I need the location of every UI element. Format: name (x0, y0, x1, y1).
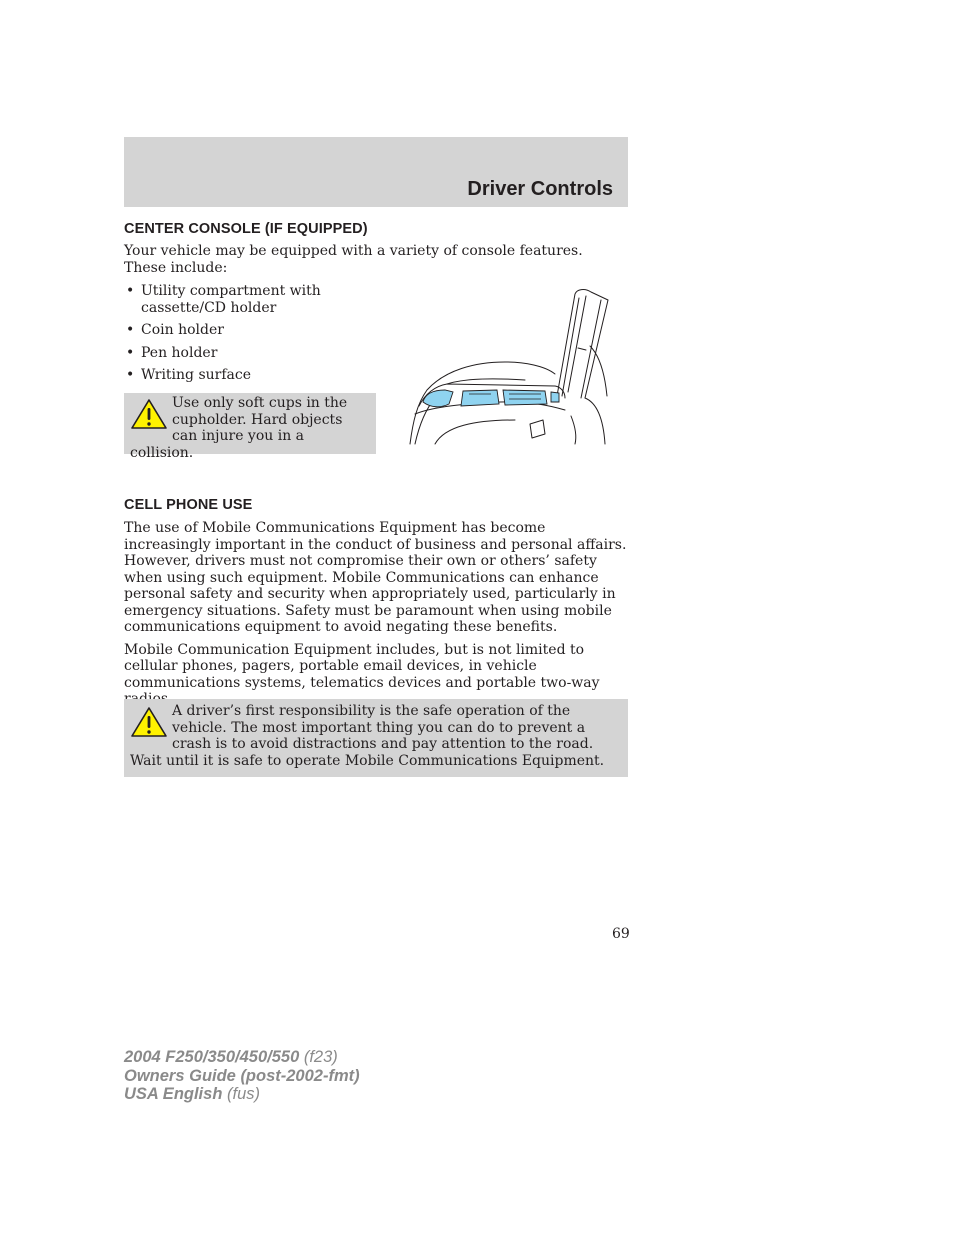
console-intro-text: Your vehicle may be equipped with a variety of console features. These include: (124, 243, 583, 276)
cell-phone-body (124, 520, 628, 708)
warning-triangle-icon (130, 398, 168, 430)
list-item (124, 322, 384, 339)
bullet-icon: • (126, 322, 135, 338)
center-console-illustration (405, 286, 610, 446)
console-intro (124, 243, 628, 276)
header-band (124, 137, 628, 207)
cell-phone-paragraph-1: The use of Mobile Communications Equipment has become increasingly important in the conduct of business and personal affairs. However, drivers must not compromise their own or others’ safety when using such equipment. Mobile Communications can enhance personal safety and security when appropriately used, particularly in emergency situations. Safety must be paramount when using mobile communications equipment to avoid negating these benefits. (124, 520, 627, 635)
bullet-icon: • (126, 283, 135, 299)
bullet-icon: • (126, 367, 135, 383)
warning-text: A driver’s first responsibility is the safe operation of the vehicle. The most important thing you can do to prevent a crash is to avoid distractions and pay attention to the road. Wait until it is safe to operate Mobile Communications Equipment. (130, 703, 605, 769)
cell-phone-paragraph-2: Mobile Communication Equipment includes, but is not limited to cellular phones, pagers, portable email devices, in vehicle communications systems, telematics devices and portable two-way (124, 641, 600, 691)
feature-label: Utility compartment with cassette/CD holder (141, 283, 321, 316)
page-number: 69 (612, 926, 630, 942)
document-footer (124, 1048, 360, 1104)
feature-label: Coin holder (141, 322, 224, 338)
console-feature-list (124, 283, 384, 390)
list-item (124, 345, 384, 362)
feature-label: Writing surface (141, 367, 252, 383)
section-title: Driver Controls (467, 178, 613, 200)
cupholder-warning (124, 393, 376, 461)
footer-line-guide: Owners Guide (post-2002-fmt) (124, 1066, 360, 1085)
list-item (124, 367, 384, 384)
driver-responsibility-warning (124, 699, 628, 777)
warning-text: Use only soft cups in the cupholder. Hard objects can injure you in a collision. (130, 395, 348, 461)
footer-line-language: USA English (fus) (124, 1085, 260, 1103)
footer-line-model: 2004 F250/350/450/550 (f23) (124, 1048, 338, 1066)
cell-phone-heading: CELL PHONE USE (124, 497, 253, 513)
warning-triangle-icon (130, 706, 168, 738)
list-item (124, 283, 384, 316)
console-heading: CENTER CONSOLE (IF EQUIPPED) (124, 221, 368, 237)
feature-label: Pen holder (141, 344, 218, 361)
bullet-icon: • (126, 344, 135, 361)
